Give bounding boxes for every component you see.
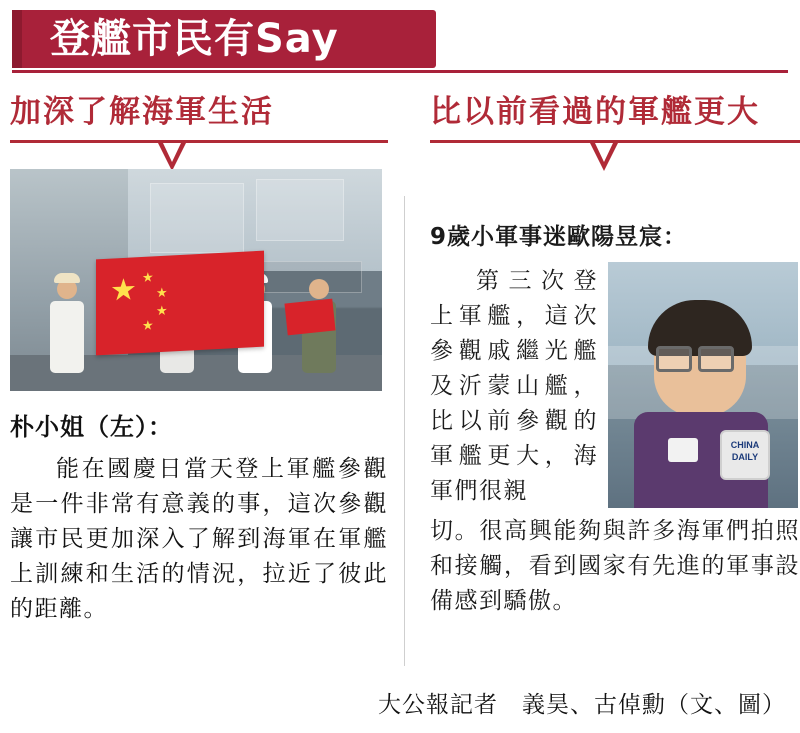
header-banner — [12, 10, 436, 68]
header-divider-rule — [12, 70, 788, 73]
left-photo — [10, 169, 382, 391]
microphone-icon — [720, 430, 770, 480]
national-flag-shape — [96, 251, 264, 356]
visitor-person-a — [50, 279, 84, 373]
head-shape — [309, 279, 329, 299]
left-column — [10, 92, 388, 627]
cap-icon — [54, 273, 80, 283]
flag-star-icon: ★ — [142, 269, 154, 285]
lanyard-badge — [668, 438, 698, 462]
right-content-wrap — [430, 262, 800, 614]
flag-star-icon: ★ — [142, 317, 154, 333]
body-shape — [50, 301, 84, 373]
ship-panel-a — [150, 183, 244, 253]
flag-star-icon: ★ — [156, 302, 168, 319]
left-body-text: 能在國慶日當天登上軍艦參觀是一件非常有意義的事，這次參觀讓市民更加深入了解到海軍在軍艦上訓練和生活的情況，拉近了彼此的距離。 — [10, 456, 388, 622]
mic-label-line2: DAILY — [731, 452, 759, 462]
left-speaker-name: 朴小姐（左）： — [10, 413, 173, 441]
flag-star-icon: ★ — [110, 273, 137, 308]
left-heading: 加深了解海軍生活 — [10, 94, 274, 130]
right-heading: 比以前看過的軍艦更大 — [430, 94, 760, 130]
right-heading-underline — [430, 140, 800, 143]
right-photo-holder — [430, 262, 800, 512]
ship-panel-b — [256, 179, 344, 241]
left-heading-underline — [10, 140, 388, 143]
column-divider — [404, 196, 405, 666]
left-speech-tail — [158, 143, 186, 171]
credit-line: 大公報記者 義昊、古倬勳（文、圖） — [378, 692, 786, 718]
right-speaker-name: 9歲小軍事迷歐陽昱宸： — [430, 224, 688, 250]
right-body-text-part1: 第三次登上軍艦，這次參觀戚繼光艦及沂蒙山艦，比以前參觀的軍艦更大，海軍們很親 — [430, 268, 598, 504]
glasses-right-lens-icon — [698, 346, 734, 372]
right-photo — [608, 262, 798, 508]
page-title: 登艦市民有Say — [50, 16, 339, 62]
right-speech-tail — [590, 143, 618, 171]
glasses-left-lens-icon — [656, 346, 692, 372]
small-flag-shape — [284, 299, 335, 336]
flag-star-icon: ★ — [156, 284, 168, 301]
mic-label-line1: CHINA — [730, 440, 760, 450]
right-column — [430, 92, 800, 614]
right-body-text-part2: 切。很高興能夠與許多海軍們拍照和接觸，看到國家有先進的軍事設備感到驕傲。 — [430, 518, 800, 614]
